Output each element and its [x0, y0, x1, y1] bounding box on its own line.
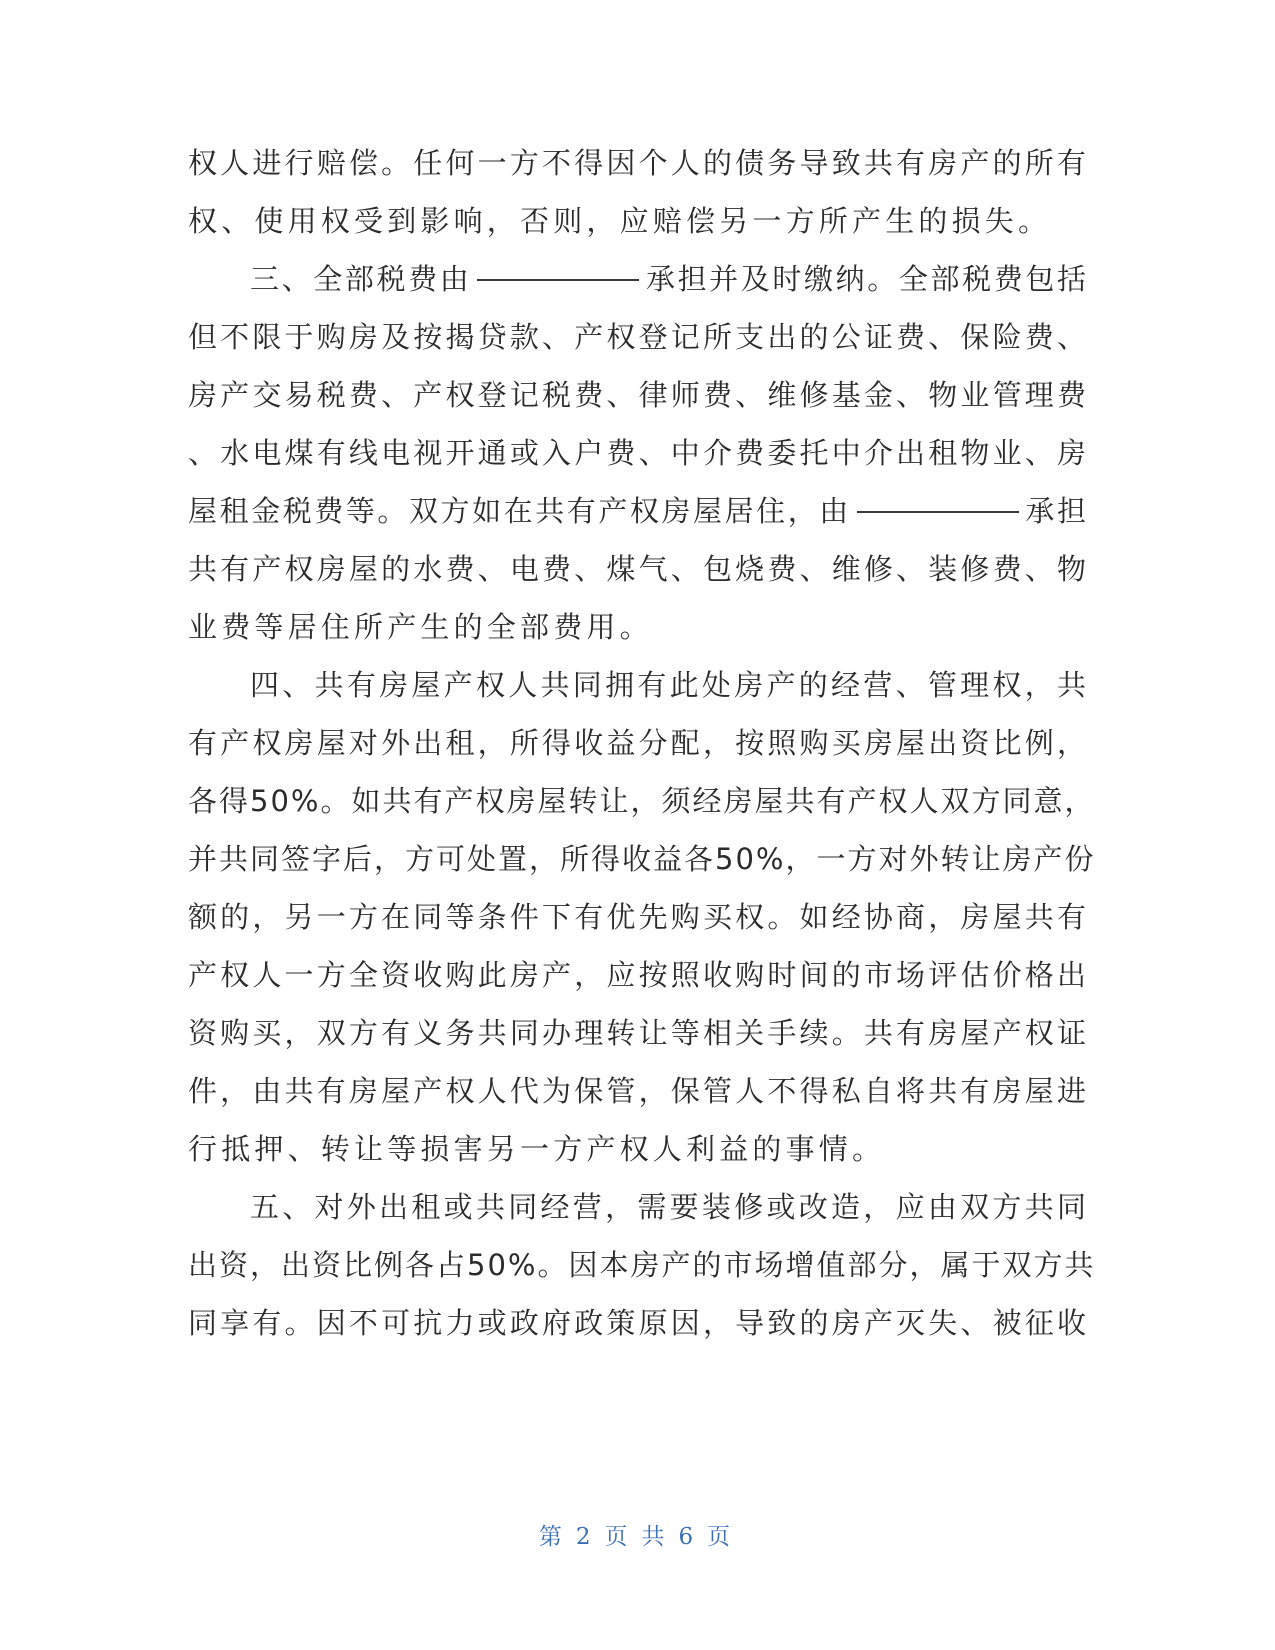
fill-in-blank	[477, 279, 639, 281]
current-page-number: 2	[575, 1524, 597, 1550]
paragraph-line: 同享有。因不可抗力或政府政策原因，导致的房产灭失、被征收	[188, 1306, 1088, 1340]
paragraph-line: 业费等居住所产生的全部费用。	[188, 610, 653, 644]
paragraph-line: 产权人一方全资收购此房产，应按照收购时间的市场评估价格出	[188, 958, 1088, 992]
page-label-prefix: 第	[538, 1524, 568, 1550]
paragraph-line: 额的，另一方在同等条件下有优先购买权。如经协商，房屋共有	[188, 900, 1088, 934]
total-pages-number: 6	[678, 1524, 700, 1550]
text-segment: 承担	[1024, 494, 1088, 528]
paragraph-line: 五、对外出租或共同经营，需要装修或改造，应由双方共同	[250, 1190, 1088, 1224]
paragraph-line: 出资，出资比例各占50%。因本房产的市场增值部分，属于双方共	[188, 1248, 1096, 1282]
paragraph-line: 有产权房屋对外出租，所得收益分配，按照购买房屋出资比例，	[188, 726, 1088, 760]
paragraph-line: 权、使用权受到影响，否则，应赔偿另一方所产生的损失。	[188, 204, 1052, 238]
paragraph-line	[188, 481, 1088, 541]
paragraph-line: 共有产权房屋的水费、电费、煤气、包烧费、维修、装修费、物	[188, 552, 1088, 586]
paragraph-line: 权人进行赔偿。任何一方不得因个人的债务导致共有房产的所有	[188, 146, 1088, 180]
paragraph-line: 、水电煤有线电视开通或入户费、中介费委托中介出租物业、房	[188, 436, 1088, 470]
total-label: 共	[641, 1524, 671, 1550]
page-label-suffix: 页	[707, 1524, 737, 1550]
paragraph-line: 但不限于购房及按揭贷款、产权登记所支出的公证费、保险费、	[188, 320, 1088, 354]
page-footer	[0, 1518, 1275, 1551]
paragraph-line: 四、共有房屋产权人共同拥有此处房产的经营、管理权，共	[250, 668, 1088, 702]
paragraph-line	[250, 249, 1088, 309]
fill-in-blank	[857, 511, 1019, 513]
paragraph-line: 行抵押、转让等损害另一方产权人利益的事情。	[188, 1132, 886, 1166]
paragraph-line: 件，由共有房屋产权人代为保管，保管人不得私自将共有房屋进	[188, 1074, 1088, 1108]
text-segment: 三、全部税费由	[250, 262, 472, 296]
page-label-mid: 页	[604, 1524, 634, 1550]
paragraph-line: 资购买，双方有义务共同办理转让等相关手续。共有房屋产权证	[188, 1016, 1088, 1050]
paragraph-line: 并共同签字后，方可处置，所得收益各50%，一方对外转让房产份	[188, 842, 1096, 876]
paragraph-line: 各得50%。如共有产权房屋转让，须经房屋共有产权人双方同意，	[188, 784, 1096, 818]
paragraph-line: 房产交易税费、产权登记税费、律师费、维修基金、物业管理费	[188, 378, 1088, 412]
text-segment: 承担并及时缴纳。全部税费包括	[645, 262, 1088, 296]
text-segment: 屋租金税费等。双方如在共有产权房屋居住，由	[188, 494, 851, 528]
